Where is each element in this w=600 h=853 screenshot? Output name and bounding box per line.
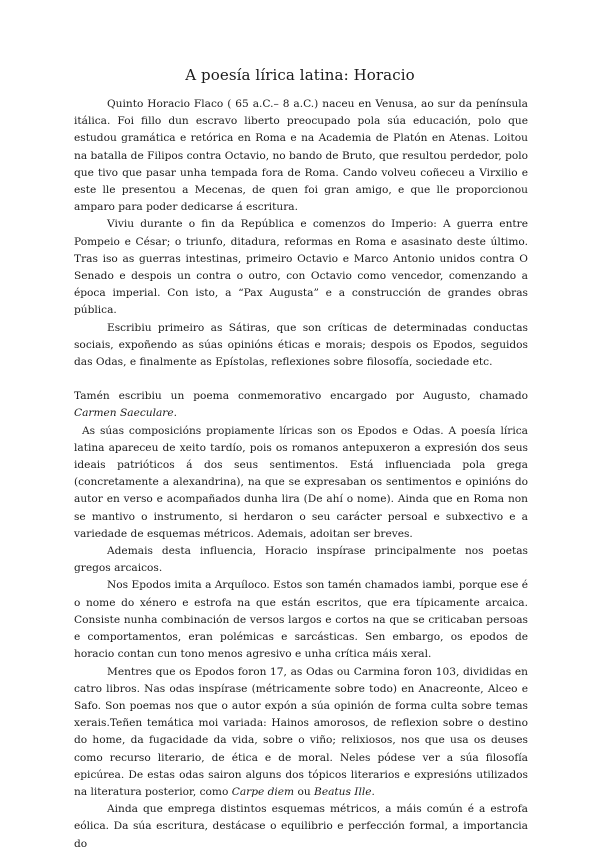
odas-end: . bbox=[371, 785, 375, 798]
paragraph-works: Escribiu primeiro as Sátiras, que son críticas de determinadas conductas sociais, expoñendo as súas opinións éticas e morais; despois os Epodos, seguidos das Odas, e finalmente as Epístolas, reflexiones sobre filosofía, sociedade etc. bbox=[74, 321, 528, 369]
paragraph-historical-context: Viviu durante o fin da República e comenzos do Imperio: A guerra entre Pompeio e César; o triunfo, ditadura, reformas en Roma e asasinato deste último. Tras iso as guerras intestinas, primeiro Octavio e Marco Antonio unidos contra O Senado e despois un contra o outro, con Octavio como vencedor, comenzando a época imperial. Con isto, a “Pax Augusta” e a construcción de grandes obras pública. bbox=[74, 218, 528, 317]
paragraph-biography: Quinto Horacio Flaco ( 65 a.C.– 8 a.C.) naceu en Venusa, ao sur da península itálica. Foi fillo dun escravo liberto preocupado pola súa educación, polo que estudou gramática e retórica en Roma e na Academia de Platón en Atenas. Loitou na batalla de Filipos contra Octavio, no bando de Bruto, que resultou perdedor, polo que tivo que pasar unha tempada fora de Roma. Cando volveu coñeceu a Virxilio e este lle presentou a Mecenas, de quen foi gran amigo, e que lle proporcionou amparo para poder dedicarse á escritura. bbox=[74, 98, 528, 214]
paragraph-influence: Ademais desta influencia, Horacio inspírase principalmente nos poetas gregos arcaicos. bbox=[74, 545, 528, 575]
carmen-text: Tamén escribiu un poema conmemorativo encargado por Augusto, chamado bbox=[74, 390, 528, 403]
document-body bbox=[74, 96, 528, 853]
document-title: A poesía lírica latina: Horacio bbox=[185, 66, 415, 84]
paragraph-carmen-saeculare bbox=[74, 388, 528, 422]
carmen-title: Carmen Saeculare bbox=[74, 407, 174, 420]
odas-connector: ou bbox=[294, 785, 315, 798]
paragraph-odas bbox=[74, 664, 528, 802]
topic-beatus-ille: Beatus Ille bbox=[314, 785, 372, 798]
odas-text: Mentres que os Epodos foron 17, as Odas ou Carmina foron 103, divididas en catro libros. Nas odas inspírase (métricamente sobre todo) en Anacreonte, Alceo e Safo. Son poemas nos que o autor expón a súa opinión de forma culta sobre temas xerais.Teñen temática moi variada: Hainos amorosos, de reflexion sobre o destino do home, da fugacidade da vida, sobre o viño; relixiosos, nos que usa os deuses como recurso literario, de ética e de moral. Neles pódese ver a súa filosofía epicúrea. De estas odas sairon alguns dos tópicos literarios e expresións utilizados na literatura posterior, como bbox=[74, 665, 528, 798]
paragraph-epodos: Nos Epodos imita a Arquíloco. Estos son tamén chamados iambi, porque ese é o nome do xénero e estrofa na que están escritos, que era típicamente arcaica. Consiste nunha combinación de versos largos e cortos na que se criticaban persoas e comportamentos, eran polémicas e sarcásticas. Sen embargo, os epodos de horacio contan cun tono menos agresivo e unha crítica máis xeral. bbox=[74, 579, 528, 661]
paragraph-lyric-compositions: As súas composicións propiamente líricas son os Epodos e Odas. A poesía lírica latina apareceu de xeito tardío, pois os romanos antepuxeron a expresión dos seus ideais patrióticos á dos seus sentimentos. Está influenciada pola grega (concretamente a alexandrina), na que se expresaban os sentimentos e opinións do autor en verso e acompañados dunha lira (De ahí o nome). Ainda que en Roma non se mantivo o instrumento, si herdaron o seu carácter persoal e subxectivo e a variedade de esquemas métricos. Ademais, adoitan ser breves. bbox=[74, 424, 528, 540]
paragraph-metrics: Ainda que emprega distintos esquemas métricos, a máis común é a estrofa eólica. Da súa escritura, destácase o equilibrio e perfección formal, a importancia do bbox=[74, 803, 528, 850]
carmen-end: . bbox=[173, 407, 178, 420]
topic-carpe-diem: Carpe diem bbox=[231, 785, 295, 798]
